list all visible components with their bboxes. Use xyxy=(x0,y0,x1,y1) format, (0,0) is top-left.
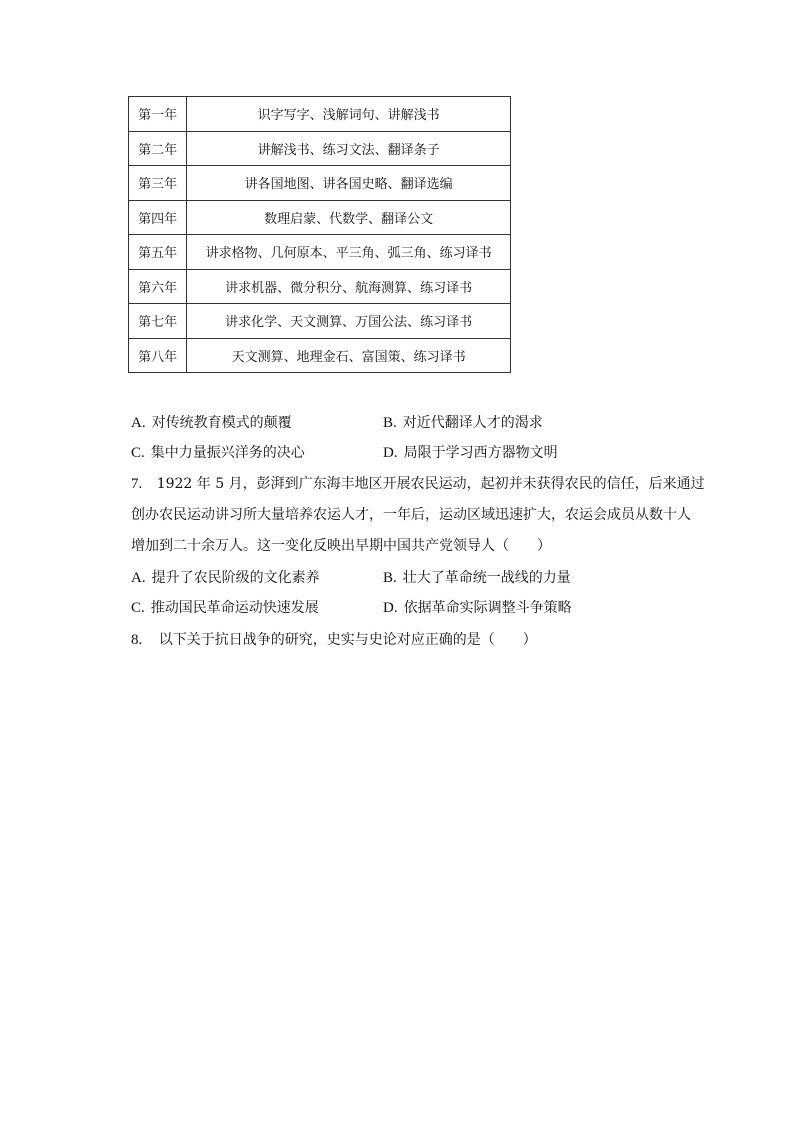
q6-option-b xyxy=(383,412,543,432)
table-row xyxy=(129,235,511,270)
table-row xyxy=(129,338,511,373)
course-cell: 讲解浅书、练习文法、翻译条子 xyxy=(187,131,511,166)
year-cell: 第六年 xyxy=(129,269,187,304)
course-cell: 天文测算、地理金石、富国策、练习译书 xyxy=(187,338,511,373)
option-letter: D. xyxy=(383,445,398,461)
course-cell: 讲求机器、微分积分、航海测算、练习译书 xyxy=(187,269,511,304)
table-row xyxy=(129,97,511,132)
option-text: 推动国民革命运动快速发展 xyxy=(150,600,319,616)
year-cell: 第七年 xyxy=(129,304,187,339)
year-cell: 第五年 xyxy=(129,235,187,270)
table-row xyxy=(129,166,511,201)
option-text: 集中力量振兴洋务的决心 xyxy=(150,445,305,461)
q6-option-c xyxy=(131,442,305,462)
option-letter: A. xyxy=(131,415,146,431)
question-text: 创办农民运动讲习所大量培养农运人才，一年后，运动区域迅速扩大，农运会成员从数十人 xyxy=(131,507,691,523)
question-text: 1922 年 5 月，彭湃到广东海丰地区开展农民运动，起初并未获得农民的信任，后来通过 xyxy=(156,476,705,492)
table-row xyxy=(129,131,511,166)
course-cell: 讲各国地图、讲各国史略、翻译选编 xyxy=(187,166,511,201)
q7-option-d xyxy=(383,597,572,617)
q6-option-d xyxy=(383,442,558,462)
year-cell: 第一年 xyxy=(129,97,187,132)
course-cell: 数理启蒙、代数学、翻译公文 xyxy=(187,200,511,235)
option-letter: B. xyxy=(383,570,397,586)
table-row xyxy=(129,304,511,339)
option-text: 局限于学习西方器物文明 xyxy=(403,445,558,461)
course-cell: 讲求格物、几何原本、平三角、弧三角、练习译书 xyxy=(187,235,511,270)
q7-option-a xyxy=(131,567,320,587)
option-letter: D. xyxy=(383,600,398,616)
year-cell: 第八年 xyxy=(129,338,187,373)
question-text: 以下关于抗日战争的研究，史实与史论对应正确的是（ ） xyxy=(158,632,537,648)
option-text: 壮大了革命统一战线的力量 xyxy=(402,570,571,586)
option-text: 提升了农民阶级的文化素养 xyxy=(151,570,320,586)
option-letter: C. xyxy=(131,600,145,616)
option-text: 对传统教育模式的颠覆 xyxy=(151,415,292,431)
option-text: 依据革命实际调整斗争策略 xyxy=(403,600,572,616)
q6-option-a xyxy=(131,412,292,432)
question-number: 8. xyxy=(131,632,143,648)
question-number: 7. xyxy=(131,476,143,492)
course-cell: 讲求化学、天文测算、万国公法、练习译书 xyxy=(187,304,511,339)
q7-option-c xyxy=(131,597,319,617)
curriculum-table-body xyxy=(129,97,511,373)
course-cell: 识字写字、浅解词句、讲解浅书 xyxy=(187,97,511,132)
q7-option-b xyxy=(383,567,571,587)
q7-stem-line-2 xyxy=(131,504,691,524)
year-cell: 第四年 xyxy=(129,200,187,235)
table-row xyxy=(129,269,511,304)
option-letter: C. xyxy=(131,445,145,461)
q7-stem-line-1 xyxy=(131,473,705,493)
option-letter: A. xyxy=(131,570,146,586)
q7-stem-line-3 xyxy=(131,535,551,555)
option-text: 对近代翻译人才的渴求 xyxy=(402,415,543,431)
q8-stem xyxy=(131,629,537,649)
table-row xyxy=(129,200,511,235)
curriculum-table xyxy=(128,96,511,373)
question-text: 增加到二十余万人。这一变化反映出早期中国共产党领导人（ ） xyxy=(131,538,551,554)
option-letter: B. xyxy=(383,415,397,431)
year-cell: 第三年 xyxy=(129,166,187,201)
year-cell: 第二年 xyxy=(129,131,187,166)
